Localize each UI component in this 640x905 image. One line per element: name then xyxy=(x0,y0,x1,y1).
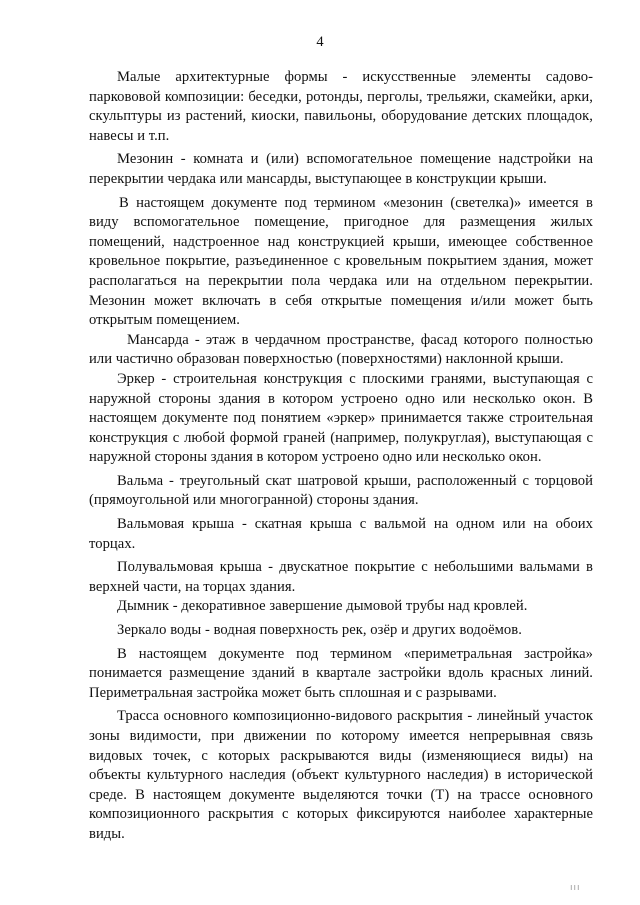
paragraph-perimetralnaya-zastroyka: В настоящем документе под термином «периметральная застройка» понимается размещение зданий в квартале застройки вдоль красных линий. Периметральная застройка может быть сплошная и с разрывами. xyxy=(89,645,593,701)
paragraph-dymnik: Дымник - декоративное завершение дымовой трубы над кровлей. xyxy=(117,598,528,615)
document-body xyxy=(89,68,593,845)
paragraph-trassa-raskrytiya: Трасса основного композиционно-видового раскрытия - линейный участок зоны видимости, при движении по которому имеется непрерывная связь видовых точек, с которых раскрываются виды (изменяющиеся виды) на объекты культурного наследия (объект культурного наследия) в исторической среде. В настоящем документе выделяются точки (Т) на трассе основного композиционного раскрытия с которых фиксируются наиболее характерные виды. xyxy=(89,708,593,842)
paragraph-small-architectural-forms: Малые архитектурные формы - искусственные элементы садово-паркововой композиции: беседки, ротонды, перголы, трельяжи, скамейки, арки, скульптуры из растений, киоски, павильоны, оборудование детских площадок, навесы и т.п. xyxy=(89,69,593,144)
footer-mark: ııı xyxy=(570,883,581,893)
page-number: 4 xyxy=(316,34,324,50)
paragraph-mezonin-note: В настоящем документе под термином «мезонин (светелка)» имеется в виду вспомогательное помещение, пригодное для размещения жилых помещений, надстроенное над конструкцией крыши, имеющее собственное кровельное покрытие, разъединенное с кровельным покрытием здания, может располагаться на перекрытии пола чердака или на отдельном перекрытии. Мезонин может включать в себя открытые помещения и/или может быть открытым помещением. xyxy=(89,194,593,329)
paragraph-mansarda: Мансарда - этаж в чердачном пространстве, фасад которого полностью или частично образован поверхностью (поверхностями) наклонной крыши. xyxy=(89,331,593,368)
paragraph-mezonin-definition: Мезонин - комната и (или) вспомогательное помещение надстройки на перекрытии чердака или мансарды, выступающее в конструкции крыши. xyxy=(89,151,593,187)
paragraph-valma: Вальма - треугольный скат шатровой крыши, расположенный с торцовой (прямоугольной или многогранной) стороны здания. xyxy=(89,472,593,509)
paragraph-poluvalmovaya-krysha: Полувальмовая крыша - двускатное покрытие с небольшими вальмами в верхней части, на торцах здания. xyxy=(89,559,593,595)
paragraph-zerkalo-vody: Зеркало воды - водная поверхность рек, озёр и других водоёмов. xyxy=(117,622,522,639)
paragraph-valmovaya-krysha: Вальмовая крыша - скатная крыша с вальмой на одном или на обоих торцах. xyxy=(89,516,593,552)
paragraph-erker: Эркер - строительная конструкция с плоскими гранями, выступающая с наружной стороны здания в котором устроено одно или несколько окон. В настоящем документе под понятием «эркер» принимается также строительная конструкция с любой формой граней (например, полукруглая), выступающая с наружной стороны здания в котором устроено одно или несколько окон. xyxy=(89,370,593,466)
